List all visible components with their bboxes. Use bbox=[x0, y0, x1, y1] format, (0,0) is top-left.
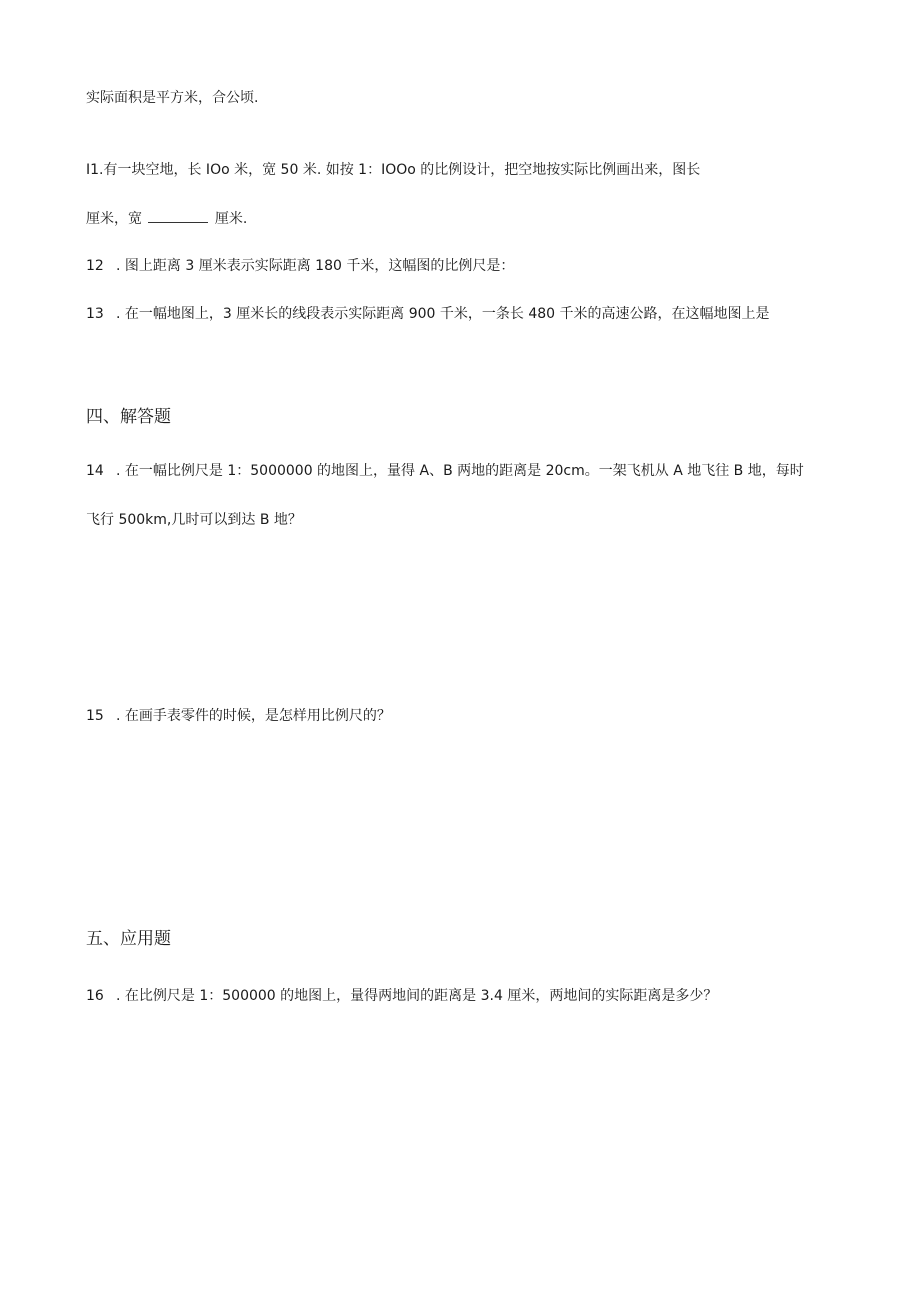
q12 bbox=[86, 256, 514, 276]
section-5-heading: 五、应用题 bbox=[86, 929, 171, 949]
q14-text: . 在一幅比例尺是 1：5000000 的地图上，量得 A、B 两地的距离是 20cm。一架飞机从 A 地飞往 B 地，每时 bbox=[116, 463, 804, 479]
q13-number: 13 bbox=[86, 306, 104, 322]
q14-line1 bbox=[86, 461, 804, 481]
q10-tail-text: 实际面积是平方米，合公顷. bbox=[86, 90, 259, 106]
q16-number: 16 bbox=[86, 988, 104, 1004]
q11-line2 bbox=[86, 208, 247, 229]
q14-line2: 飞行 500km,几时可以到达 B 地？ bbox=[86, 512, 302, 528]
q15 bbox=[86, 706, 391, 726]
section-4-heading: 四、解答题 bbox=[86, 407, 171, 427]
q11-width-blank bbox=[148, 208, 208, 223]
q13 bbox=[86, 304, 770, 324]
q12-text: . 图上距离 3 厘米表示实际距离 180 千米，这幅图的比例尺是： bbox=[116, 258, 515, 274]
q15-number: 15 bbox=[86, 708, 104, 724]
q11-line2-start: 厘米，宽 bbox=[86, 211, 142, 227]
q16 bbox=[86, 986, 717, 1006]
q15-text: . 在画手表零件的时候，是怎样用比例尺的？ bbox=[116, 708, 391, 724]
q11-line1: I1.有一块空地，长 IOo 米，宽 50 米. 如按 1：IOOo 的比例设计，把空地按实际比例画出来，图长 bbox=[86, 162, 701, 178]
q11-line2-end: 厘米. bbox=[214, 211, 248, 227]
q14-number: 14 bbox=[86, 463, 104, 479]
q13-text: . 在一幅地图上，3 厘米长的线段表示实际距离 900 千米，一条长 480 千米的高速公路，在这幅地图上是 bbox=[116, 306, 770, 322]
q16-text: . 在比例尺是 1：500000 的地图上，量得两地间的距离是 3.4 厘米，两地间的实际距离是多少？ bbox=[116, 988, 718, 1004]
q12-number: 12 bbox=[86, 258, 104, 274]
